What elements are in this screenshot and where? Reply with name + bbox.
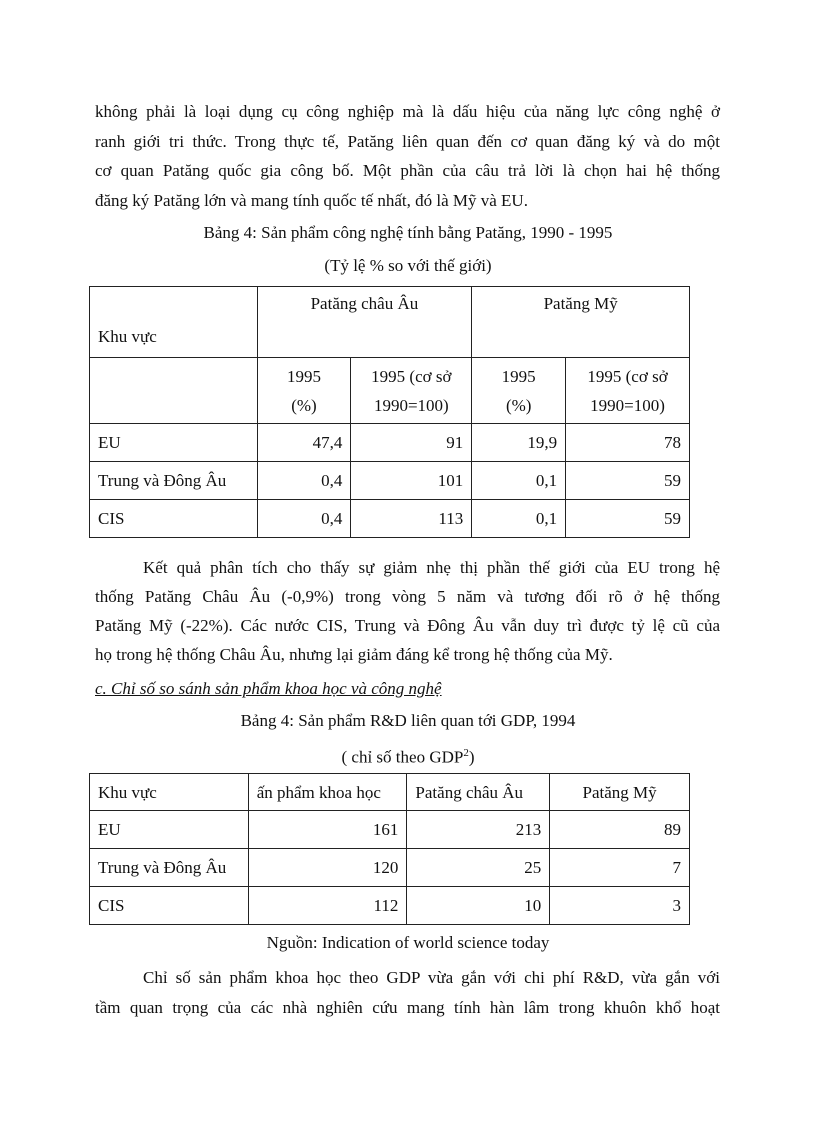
column-header: Patăng Mỹ [550,774,690,811]
paragraph-3-line-2: tầm quan trọng của các nhà nghiên cứu mang tính hàn lâm trong khuôn khổ hoạt [95,998,720,1017]
sci-cell: 112 [248,887,407,925]
eu-index-cell: 91 [351,424,472,462]
table-row [90,358,690,424]
paragraph-2-line-4: họ trong hệ thống Châu Âu, nhưng lại giảm đáng kể trong hệ thống của Mỹ. [95,645,613,664]
table-row [90,774,690,811]
table-row [90,500,690,538]
region-cell: EU [90,424,258,462]
region-cell: Trung và Đông Âu [90,849,249,887]
paragraph-1-line-3: cơ quan Patăng quốc gia công bố. Một phần của câu trả lời là chọn hai hệ thống [95,161,720,180]
table-row [90,887,690,925]
eu-cell: 10 [407,887,550,925]
us-index-cell: 59 [566,462,690,500]
table-2-source: Nguồn: Indication of world science today [266,933,550,952]
eu-index-cell: 101 [351,462,472,500]
table-row [90,811,690,849]
table-2-title: Bảng 4: Sản phẩm R&D liên quan tới GDP, 1994 [240,711,576,730]
us-cell: 7 [550,849,690,887]
eu-pct-cell: 0,4 [257,462,351,500]
paragraph-3-line-1: Chỉ số sản phẩm khoa học theo GDP vừa gắn với chi phí R&D, vừa gắn với [143,968,720,987]
region-cell: EU [90,811,249,849]
paragraph-2-line-3: Patăng Mỹ (-22%). Các nước CIS, Trung và Đông Âu vẫn duy trì được tỷ lệ cũ của [95,616,720,635]
eu-cell: 213 [407,811,550,849]
paragraph-1-line-1: không phải là loại dụng cụ công nghiệp mà là dấu hiệu của năng lực công nghệ ở [95,102,720,121]
table-1-title: Bảng 4: Sản phẩm công nghệ tính bằng Patăng, 1990 - 1995 [203,223,613,242]
sci-cell: 161 [248,811,407,849]
us-index-cell: 59 [566,500,690,538]
table-row [90,462,690,500]
table-1-subtitle: (Tỷ lệ % so với thế giới) [324,256,492,275]
eu-pct-cell: 47,4 [257,424,351,462]
eu-pct-cell: 0,4 [257,500,351,538]
us-index-header: 1995 (cơ sở 1990=100) [566,358,690,424]
region-cell: CIS [90,887,249,925]
paragraph-2-line-2: thống Patăng Châu Âu (-0,9%) trong vòng 5 năm và tương đối rõ ở hệ thống [95,587,720,606]
us-cell: 89 [550,811,690,849]
eu-index-header: 1995 (cơ sở 1990=100) [351,358,472,424]
eu-index-cell: 113 [351,500,472,538]
paragraph-2-line-1: Kết quả phân tích cho thấy sự giảm nhẹ thị phần thế giới của EU trong hệ [143,558,720,577]
table-row [90,849,690,887]
empty-cell [90,358,258,424]
region-cell: CIS [90,500,258,538]
region-header: Khu vực [90,287,258,358]
sci-cell: 120 [248,849,407,887]
paragraph-1-line-4: đăng ký Patăng lớn và mang tính quốc tế nhất, đó là Mỹ và EU. [95,191,528,210]
eu-patent-header: Patăng châu Âu [257,287,472,358]
eu-pct-header: 1995 (%) [257,358,351,424]
column-header: Patăng châu Âu [407,774,550,811]
column-header: Khu vực [90,774,249,811]
eu-cell: 25 [407,849,550,887]
us-pct-cell: 19,9 [472,424,566,462]
table-row [90,424,690,462]
table-row [90,287,690,358]
patent-share-table [89,286,690,538]
section-heading: c. Chỉ số so sánh sản phẩm khoa học và công nghệ [95,679,442,698]
us-cell: 3 [550,887,690,925]
us-patent-header: Patăng Mỹ [472,287,690,358]
us-pct-cell: 0,1 [472,500,566,538]
rd-gdp-table [89,773,690,925]
region-cell: Trung và Đông Âu [90,462,258,500]
column-header: ấn phẩm khoa học [248,774,407,811]
table-2-subtitle: ( chỉ số theo GDP$^2$) [341,747,475,767]
paragraph-1-line-2: ranh giới tri thức. Trong thực tế, Patăng liên quan đến cơ quan đăng ký và do một [95,132,720,151]
us-index-cell: 78 [566,424,690,462]
us-pct-cell: 0,1 [472,462,566,500]
us-pct-header: 1995 (%) [472,358,566,424]
